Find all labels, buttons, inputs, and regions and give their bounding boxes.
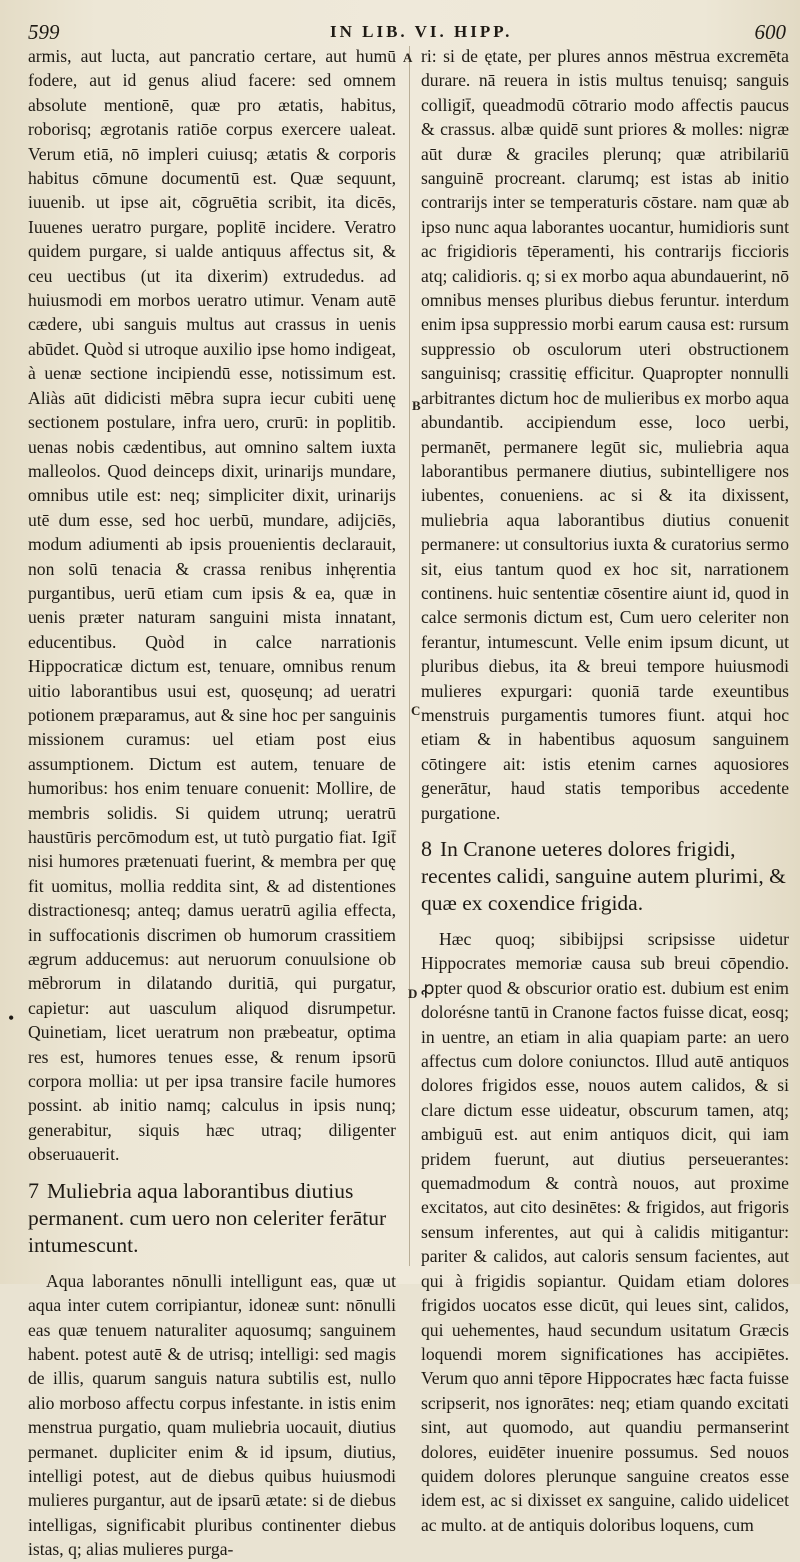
margin-marker-c: C <box>411 703 421 718</box>
margin-marker-b: B <box>412 398 421 413</box>
margin-dot: • <box>8 1008 15 1028</box>
section-heading-8 <box>421 835 789 917</box>
page-number-right: 600 <box>754 20 786 44</box>
section-heading-8-text: In Cranone ueteres dolores frigidi, recentes calidi, sanguine autem plurimi, & quæ ex coxendice frigida. <box>421 837 786 915</box>
page-header <box>28 14 786 44</box>
column-divider <box>409 46 410 1266</box>
section-number-7: 7 <box>28 1177 39 1203</box>
section-heading-7-text: Muliebria aqua laborantibus diutius permanent. cum uero non celeriter ferātur intumescunt. <box>28 1178 387 1257</box>
page-number-left: 599 <box>28 20 60 44</box>
right-paragraph-2: Hæc quoq; sibibijpsi scripsisse uidetur Hippocrates memoriæ causa sub breui cōpendio. ꝓpter quod & obscurior oratio est. dubium est enim dolorésne tantū in Cranone factos fuisse dicat, eosq; in uentre, an etiam in alia quapiam parte: an uero affectus cum dolore coniunctos. Illud autē antiquos dolores frigidos esse, nouos autem calidos, & si clare dictum esse uideatur, obscurum tamen, atq; ambiguū est. aut enim antiquos dicit, qui iam pridem fuerunt, aut diutius perseuerantes: quemadmodum & contrà nouos, aut proxime excitatos, aut cito desinētes: & frigidos, aut frigoris sensum inferentes, aut qui à calidis mitigantur: pariter & calidos, aut caloris sensum facientes, aut qui à frigidis sopiantur. Quidam etiam dolores frigidos uocatos esse dicūt, qui leues sint, calidos, qui uehementes, haud secundum usitatum Græcis loquendi morem significationes has accipiētes. Verum quo anni tēpore Hippocrates hæc facta fuisse scripserit, nos ignorātes: neq; etiam quando excitati sint, aut quomodo, aut quandiu permanserint dolores, euidēter inuenire possumus. Sed nouos quidem dolores plerunque sanguine creatos esse idem est, ac si dixisset ex sanguine, calido uidelicet ac multo. at de antiquis doloribus loquens, cum <box>421 929 789 1535</box>
right-paragraph-1: ri: si de ętate, per plures annos mēstrua excremēta durare. nā reuera in istis multus tenuisq; sanguis colligit̄, queadmodū cōtrario modo affectis paucus & crassus. albæ quidē sunt priores & molles: nigræ aūt duræ & graciles plerunq; quæ atribilariū sanguinē procreant. clarumq; est istas ab initio contrarijs inter se temperaturis cōstare. nam quæ ab ipso nunc aqua laborantes uocantur, humidioris sunt ac frigidioris tēperamenti, his contrarijs ficcioris atq; calidioris. q; si ex morbo aqua abundauerint, nō omnibus menses pluribus diebus feruntur. interdum enim ipsa suppressio morbi earum causa est: rursum suppressio ob osculorum uteri obstructionem sanguinisq; crassitię efficitur. Quapropter nonnulli arbitrantes dictum hoc de mulieribus ex morbo aqua abundantib. accipiendum esse, loco uerbi, permanēt, permanere legūt sic, muliebria aqua laborantibus permanere diutius, subintelligere nos iubentes, conueniens. ac si & ita dixissent, muliebria aqua laborantibus diutius conuenit permanere: ut consultorius iuxta & curatorius sermo sit, eius tantum quod ex hoc sit, narrationem continens. huic sententiæ cōsentire aiunt id, quod in calce sermonis dictum est, Cum uero celeriter non ferantur, intumescunt. Velle enim ipsum dicunt, ut pluribus diebus, ita & breui tempore huiusmodi mulieres expurgari: quoniā tarde exeuntibus menstruis purgamentis tumores fiunt. atqui hoc etiam & in habentibus aquosum sanguinem cōtingere ait: istis etenim carnes aquosiores generātur, haud statis temporibus accedente purgatione. <box>421 46 789 823</box>
section-heading-7 <box>28 1177 396 1259</box>
margin-marker-d: D <box>408 986 418 1001</box>
margin-marker-a: A <box>403 50 413 65</box>
section-number-8: 8 <box>421 836 432 861</box>
left-paragraph-2: Aqua laborantes nōnulli intelligunt eas, quæ ut aqua inter cutem corripiantur, idoneæ sunt: nōnulli eas quæ tenuem naturaliter aquosumq; sanguinem habent. potest autē & de utrisq; intelligi: sed magis de illis, quarum sanguis natura subtilis est, nullo alio morboso affectu corpus infestante. in istis enim menstrua purgatio, quam muliebria uocauit, diutius permanet. dupliciter enim & id ipsum, diutius, intelligi potest, aut de diebus quibus huiusmodi mulieres purgantur, aut de ipsarū ætate: si de diebus intelligas, significabit pluribus continenter diebus istas, q; alias mulieres purga- <box>28 1270 396 1560</box>
left-paragraph-1: armis, aut lucta, aut pancratio certare, aut humū fodere, aut id genus aliud facere: sed omnem absolute mentionē, quæ pro ætatis, habitus, roborisq; ægrotanis ratiōe corpus exercere ualeat. Verum etiā, nō impleri cuiusq; ætatis & corporis habitus cōmune documentū est. Quæ sequunt, iuuenib. ut ipse ait, cōgruētia scribit, ita dicēs, Iuuenes ueratro purgare, poplitē incidere. Veratro quidem purgare, si ualde antiquus affectus sit, & ceu uectibus (ut ita dixerim) extrudedus. ad huiusmodi em morbos ueratro utimur. Venam autē cædere, ubi sanguis multus aut crassus in uenis abūdet. Quòd si utroque auxilio ipse homo indigeat, à uenæ sectione incipiendū esse, notissimum est. Aliàs aūt didicisti mēbra supra iecur cubiti uenę sectionem postulare, infra uero, crurū: in poplitib. uenas nobis cædentibus, aut omnino saltem iuxta malleolos. Quod deinceps dixit, urinarijs mundare, omnibus utile est: neq; simpliciter dixit, urinarijs utē dum esse, sed hoc uerbū, mundare, adijciēs, modum adiumenti ab ipsis prouenientis declarauit, non solū tenacia & crassa renibus inhęrentia purgantibus, uerū etiam cum ipsis & ea, quæ in uenis præter naturam sanguini mista innatant, educentibus. Quòd in calce narrationis Hippocraticæ dictum est, tenuare, omnibus renum uitio laborantibus usui est, quosęunq; ad ueratri potionem præparamus, aut & sine hoc per sanguinis missionem curamus: uel etiam post eius assumptionem. Dictum est autem, tenuare de humoribus: hos enim tenuare conuenit: Mollire, de membris solidis. Si quidem utrunq; ueratrū haustūris percōmodum est, ut tutò purgatio fiat. Igit̄ nisi humores prætenuati fuerint, & membra per quę fit uomitus, mollia reddita sint, & ad distentiones distractionesq; anteq; damus ueratrū agilia effecta, in suffocationis discrimen ob humorum crassitiem ægrum adducemus: aut neruorum conuulsione ob mēbrorum in dilatando duritiā, qui purgatur, capietur: aut uasculum aliquod disrumpetur. Quinetiam, licet ueratrum non præbeatur, optima res est, humores tenues esse, & renum ipsorū corpora mollia: ut per ipsa transire facile humores possint. ab initio namq; calculus in ipsis nunq; generabitur, siquis hæc utraq; diligenter obseruauerit. <box>28 46 396 1165</box>
right-column <box>421 44 789 1535</box>
left-column <box>28 44 396 1560</box>
running-head: IN LIB. VI. HIPP. <box>330 22 513 41</box>
